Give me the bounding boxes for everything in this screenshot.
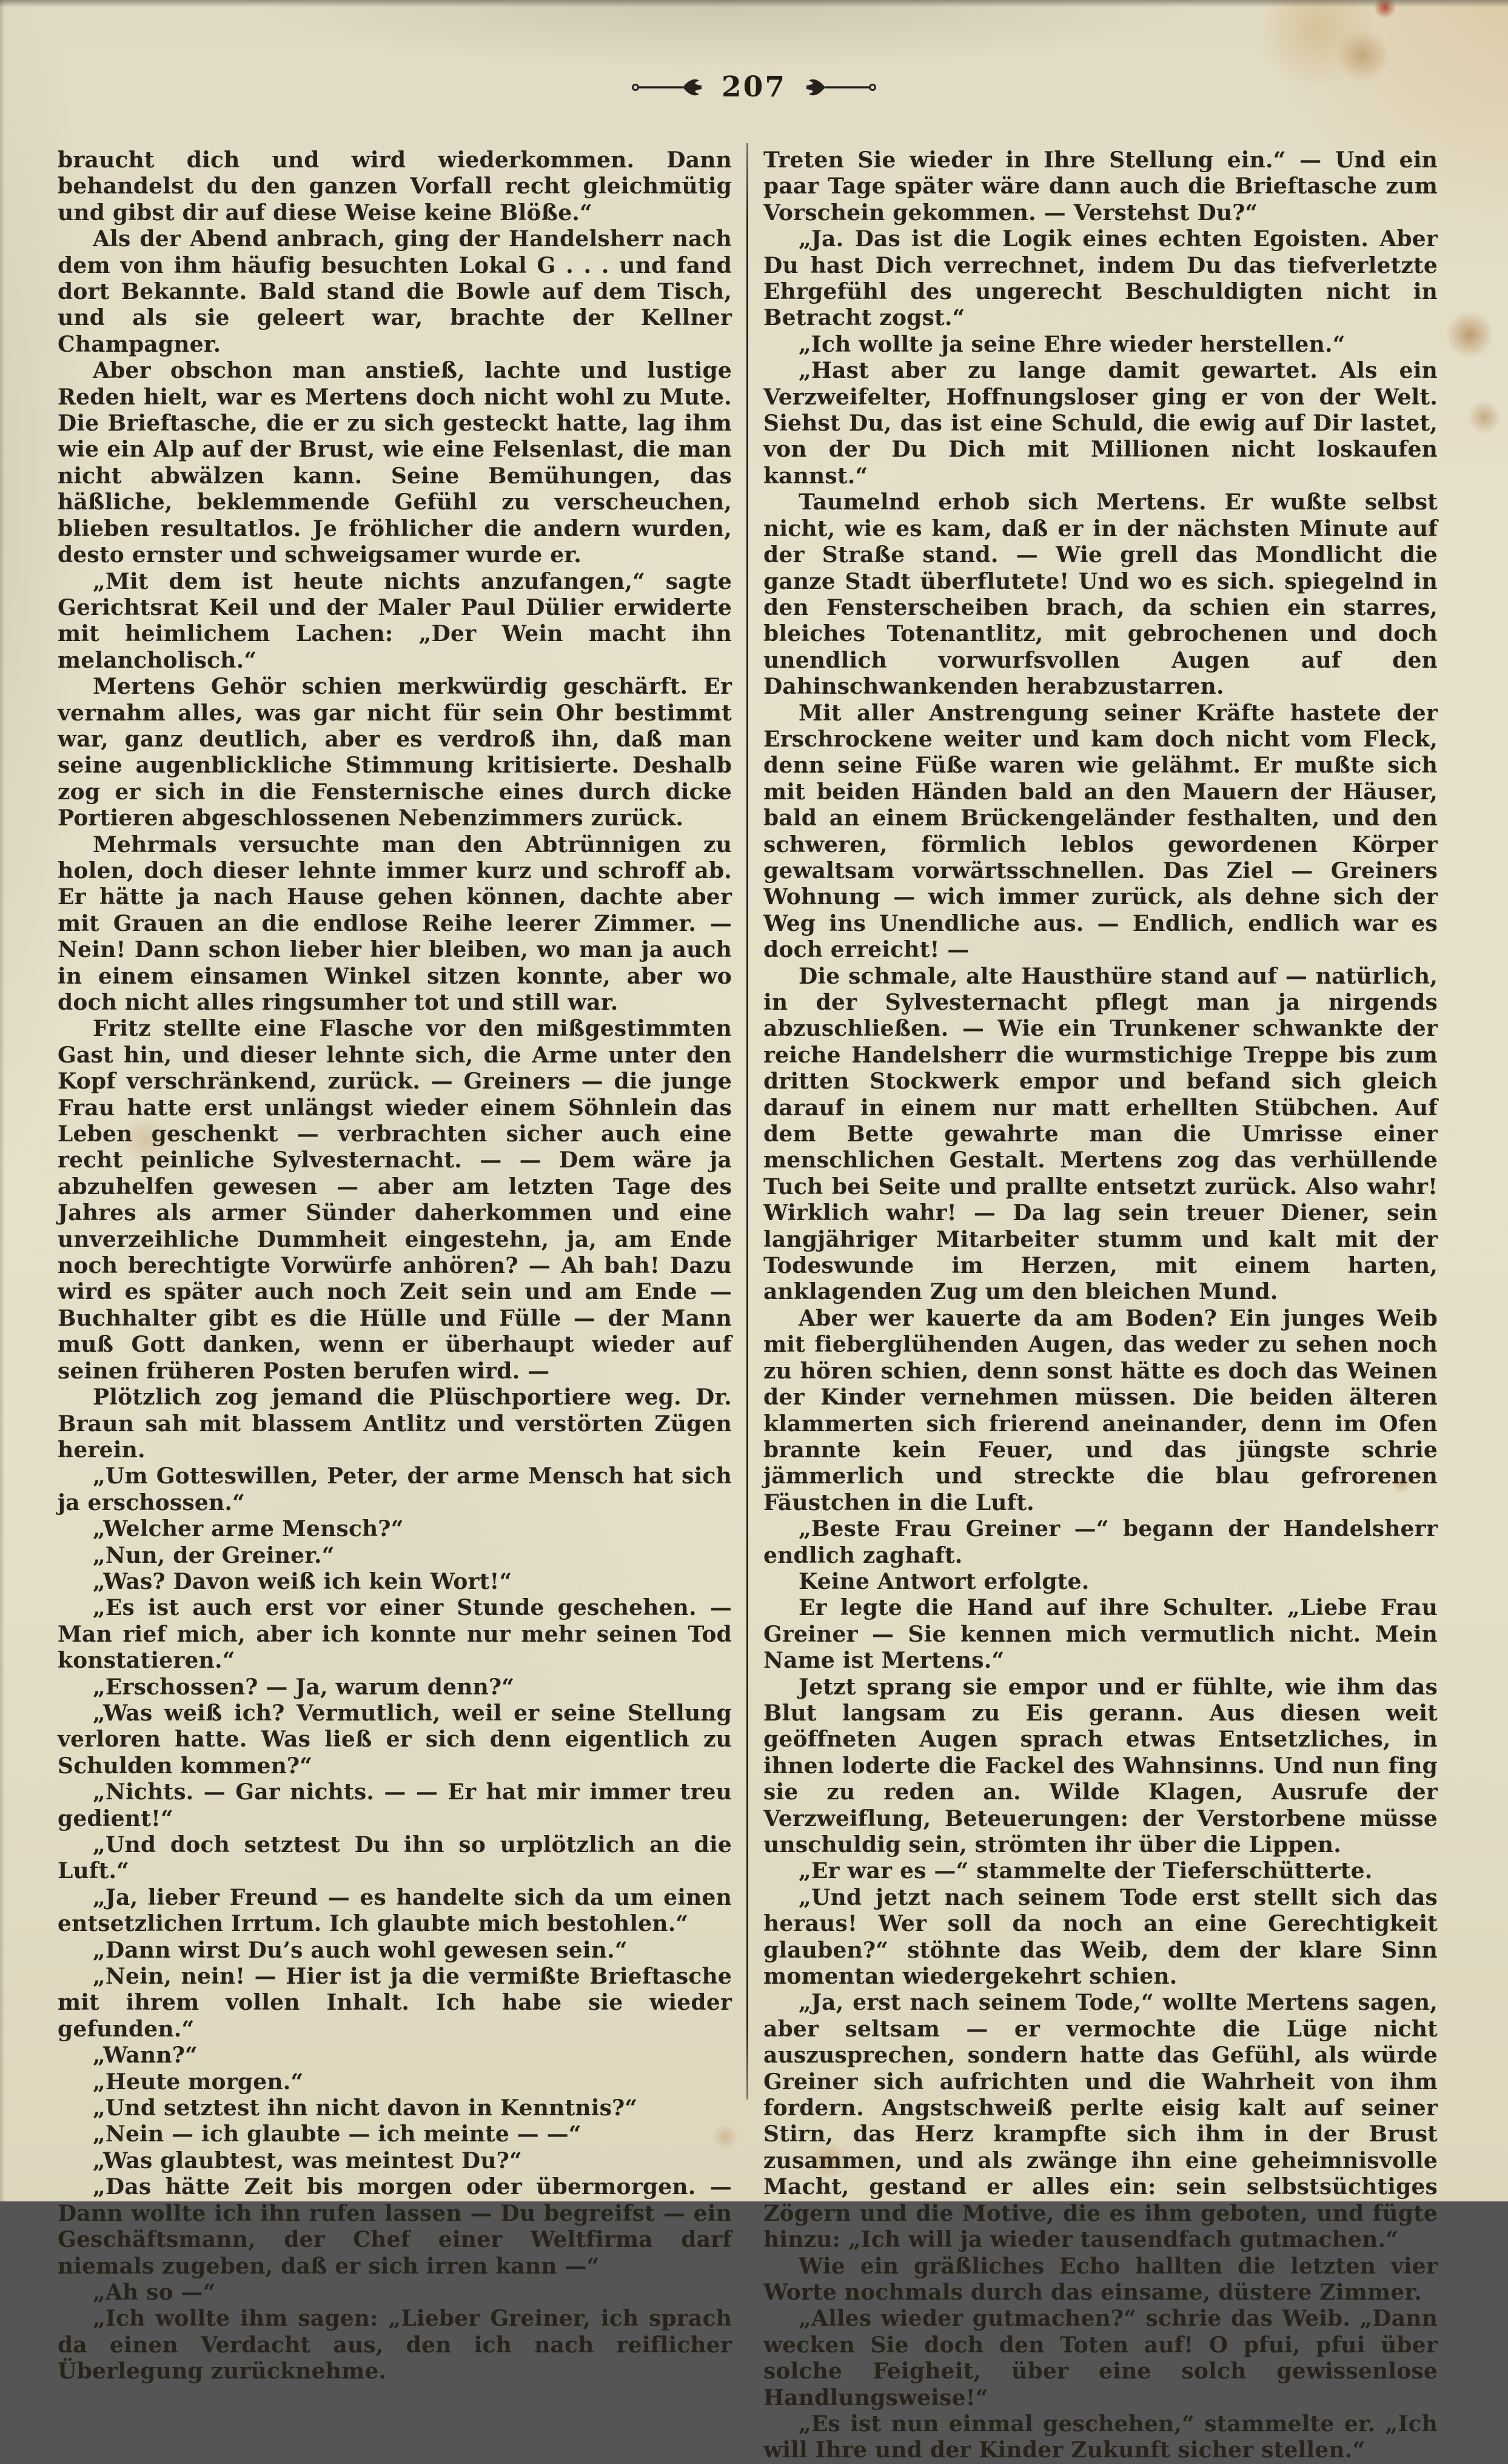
paragraph: braucht dich und wird wiederkommen. Dann behandelst du den ganzen Vorfall recht gleichmütig und gibst dir auf diese Weise keine Blöße.“: [58, 147, 732, 226]
paragraph: „Alles wieder gutmachen?“ schrie das Weib. „Dann wecken Sie doch den Toten auf! O pfui, pfui über solche Feigheit, über eine solch gewissenlose Handlungsweise!“: [763, 2306, 1438, 2411]
paragraph: Fritz stellte eine Flasche vor den mißgestimmten Gast hin, und dieser lehnte sich, die Arme unter den Kopf verschränkend, zurück. — Greiners — die junge Frau hatte erst unlängst wieder einem Söhnlein das Leben geschenkt — verbrachten sicher auch eine recht peinliche Sylvesternacht. — — Dem wäre ja abzuhelfen gewesen — aber am letzten Tage des Jahres als armer Sünder daherkommen und eine unverzeihliche Dummheit eingestehn, ja, am Ende noch berechtigte Vorwürfe anhören? — Ah bah! Dazu wird es später auch noch Zeit sein und am Ende — Buchhalter gibt es die Hülle und Fülle — der Mann muß Gott danken, wenn er überhaupt wieder auf seinen früheren Posten berufen wird. —: [58, 1016, 732, 1384]
paragraph: „Beste Frau Greiner —“ begann der Handelsherr endlich zaghaft.: [763, 1516, 1438, 1568]
paragraph: „Und doch setztest Du ihn so urplötzlich an die Luft.“: [58, 1832, 732, 1884]
paragraph: „Ja. Das ist die Logik eines echten Egoisten. Aber Du hast Dich verrechnet, indem Du das tiefverletzte Ehrgefühl des ungerecht Beschuldigten nicht in Betracht zogst.“: [763, 226, 1438, 331]
arrow-tailpiece-ornament-icon: [631, 77, 703, 98]
paragraph: Er legte die Hand auf ihre Schulter. „Liebe Frau Greiner — Sie kennen mich vermutlich nicht. Mein Name ist Mertens.“: [763, 1595, 1438, 1674]
paragraph: „Es ist auch erst vor einer Stunde geschehen. — Man rief mich, aber ich konnte nur mehr seinen Tod konstatieren.“: [58, 1595, 732, 1674]
paragraph: Plötzlich zog jemand die Plüschportiere weg. Dr. Braun sah mit blassem Antlitz und verstörten Zügen herein.: [58, 1385, 732, 1463]
paragraph: „Ja, lieber Freund — es handelte sich da um einen entsetzlichen Irrtum. Ich glaubte mich bestohlen.“: [58, 1884, 732, 1937]
paragraph: „Es ist nun einmal geschehen,“ stammelte er. „Ich will Ihre und der Kinder Zukunft sicher stellen.“: [763, 2411, 1438, 2463]
paragraph: Mertens Gehör schien merkwürdig geschärft. Er vernahm alles, was gar nicht für sein Ohr bestimmt war, ganz deutlich, aber es verdroß ihn, daß man seine augenblickliche Stimmung kritisierte. Deshalb zog er sich in die Fensternische eines durch dicke Portieren abgeschlossenen Nebenzimmers zurück.: [58, 674, 732, 831]
paragraph: „Dann wirst Du’s auch wohl gewesen sein.“: [93, 1937, 628, 1963]
paragraph: Jetzt sprang sie empor und er fühlte, wie ihm das Blut langsam zu Eis gerann. Aus diesen weit geöffneten Augen sprach etwas Entsetzliches, in ihnen loderte die Fackel des Wahnsinns. Und nun fing sie zu reden an. Wilde Klagen, Ausrufe der Verzweiflung, Beteuerungen: der Verstorbene müsse unschuldig sein, strömten ihr über die Lippen.: [763, 1674, 1438, 1858]
scan-edge-left: [0, 0, 5, 2201]
paragraph: Aber obschon man anstieß, lachte und lustige Reden hielt, war es Mertens doch nicht wohl zu Mute. Die Brieftasche, die er zu sich gesteckt hatte, lag ihm wie ein Alp auf der Brust, wie eine Felsenlast, die man nicht abwälzen kann. Seine Bemühungen, das häßliche, beklemmende Gefühl zu verscheuchen, blieben resultatlos. Je fröhlicher die andern wurden, desto ernster und schweigsamer wurde er.: [58, 358, 732, 568]
paragraph: „Ich wollte ihm sagen: „Lieber Greiner, ich sprach da einen Verdacht aus, den ich nach reiflicher Überlegung zurücknehme.: [58, 2306, 732, 2385]
paragraph: Taumelnd erhob sich Mertens. Er wußte selbst nicht, wie es kam, daß er in der nächsten Minute auf der Straße stand. — Wie grell das Mondlicht die ganze Stadt überflutete! Und wo es sich. spiegelnd in den Fensterscheiben brach, da schien ein starres, bleiches Totenantlitz, mit gebrochenen und doch unendlich vorwurfsvollen Augen auf den Dahinschwankenden herabzustarren.: [763, 489, 1438, 700]
right-text-column: [763, 147, 1438, 2464]
paragraph: „Ja, erst nach seinem Tode,“ wollte Mertens sagen, aber seltsam — er vermochte die Lüge nicht auszusprechen, sondern hatte das Gefühl, als würde Greiner sich aufrichten und die Wahrheit von ihm fordern. Angstschweiß perlte eisig kalt auf seiner Stirn, das Herz krampfte sich ihm in der Brust zusammen, und als zwänge ihn eine geheimnisvolle Macht, gestand er alles ein: sein selbstsüchtiges Zögern und die Motive, die es ihm geboten, und fügte hinzu: „Ich will ja wieder tausendfach gutmachen.“: [763, 1990, 1438, 2253]
left-text-column: [58, 147, 732, 2385]
paragraph: „Das hätte Zeit bis morgen oder übermorgen. — Dann wollte ich ihn rufen lassen — Du begreifst — ein Geschäftsmann, der Chef einer Weltfirma darf niemals zugeben, daß er sich irren kann —“: [58, 2174, 732, 2279]
column-divider-rule: [746, 143, 748, 2100]
paragraph: „Nun, der Greiner.“: [93, 1542, 335, 1568]
paragraph: „Heute morgen.“: [93, 2069, 304, 2095]
paragraph: „Wann?“: [93, 2043, 198, 2069]
scan-edge-top: [0, 0, 1508, 7]
paragraph: „Er war es —“ stammelte der Tieferschütterte.: [799, 1858, 1373, 1884]
paragraph: „Ich wollte ja seine Ehre wieder herstellen.“: [799, 331, 1345, 357]
paragraph: „Hast aber zu lange damit gewartet. Als ein Verzweifelter, Hoffnungsloser ging er von der Welt. Siehst Du, das ist eine Schuld, die ewig auf Dir lastet, von der Du Dich mit Millionen nicht loskaufen kannst.“: [763, 358, 1438, 489]
paragraph: „Nichts. — Gar nichts. — — Er hat mir immer treu gedient!“: [58, 1779, 732, 1831]
paragraph: „Welcher arme Mensch?“: [93, 1516, 404, 1542]
paragraph: Keine Antwort erfolgte.: [799, 1568, 1090, 1594]
paragraph: „Und setztest ihn nicht davon in Kenntnis?“: [93, 2095, 638, 2121]
paragraph: Mit aller Anstrengung seiner Kräfte hastete der Erschrockene weiter und kam doch nicht vom Fleck, denn seine Füße waren wie gelähmt. Er mußte sich mit beiden Händen bald an den Mauern der Häuser, bald an einem Brückengeländer festhalten, und den schweren, förmlich leblos gewordenen Körper gewaltsam vorwärtsschnellen. Das Ziel — Greiners Wohnung — wich immer zurück, als dehne sich der Weg ins Unendliche aus. — Endlich, endlich war es doch erreicht! —: [763, 700, 1438, 963]
page-header: [0, 70, 1508, 104]
paragraph: „Nein, nein! — Hier ist ja die vermißte Brieftasche mit ihrem vollen Inhalt. Ich habe sie wieder gefunden.“: [58, 1964, 732, 2042]
page-number: 207: [721, 70, 787, 104]
paragraph: Als der Abend anbrach, ging der Handelsherr nach dem von ihm häufig besuchten Lokal G . . . und fand dort Bekannte. Bald stand die Bowle auf dem Tisch, und als sie geleert war, brachte der Kellner Champagner.: [58, 226, 732, 357]
paragraph: „Was glaubtest, was meintest Du?“: [93, 2147, 522, 2174]
paragraph: „Was weiß ich? Vermutlich, weil er seine Stellung verloren hatte. Was ließ er sich denn eigentlich zu Schulden kommen?“: [58, 1700, 732, 1779]
paragraph: „Nein — ich glaubte — ich meinte — —“: [93, 2121, 581, 2147]
paragraph: „Und jetzt nach seinem Tode erst stellt sich das heraus! Wer soll da noch an eine Gerechtigkeit glauben?“ stöhnte das Weib, dem der klare Sinn momentan wiedergekehrt schien.: [763, 1884, 1438, 1990]
paragraph: Treten Sie wieder in Ihre Stellung ein.“ — Und ein paar Tage später wäre dann auch die Brieftasche zum Vorschein gekommen. — Verstehst Du?“: [763, 147, 1438, 226]
paragraph: Aber wer kauerte da am Boden? Ein junges Weib mit fieberglühenden Augen, das weder zu sehen noch zu hören schien, denn sonst hätte es doch das Weinen der Kinder vernehmen müssen. Die beiden älteren klammerten sich frierend aneinander, denn im Ofen brannte kein Feuer, und das jüngste schrie jämmerlich und streckte die blau gefrorenen Fäustchen in die Luft.: [763, 1305, 1438, 1516]
paragraph: „Mit dem ist heute nichts anzufangen,“ sagte Gerichtsrat Keil und der Maler Paul Dülier erwiderte mit heimlichem Lachen: „Der Wein macht ihn melancholisch.“: [58, 568, 732, 673]
paragraph: Mehrmals versuchte man den Abtrünnigen zu holen, doch dieser lehnte immer kurz und schroff ab. Er hätte ja nach Hause gehen können, dachte aber mit Grauen an die endlose Reihe leerer Zimmer. — Nein! Dann schon lieber hier bleiben, wo man ja auch in einem einsamen Winkel sitzen konnte, aber wo doch nicht alles ringsumher tot und still war.: [58, 831, 732, 1015]
paragraph: „Was? Davon weiß ich kein Wort!“: [93, 1568, 512, 1594]
paragraph: Die schmale, alte Hausthüre stand auf — natürlich, in der Sylvesternacht pflegt man ja nirgends abzuschließen. — Wie ein Trunkener schwankte der reiche Handelsherr die wurmstichige Treppe bis zum dritten Stockwerk empor und befand sich gleich darauf in einem nur matt erhellten Stübchen. Auf dem Bette gewahrte man die Umrisse einer menschlichen Gestalt. Mertens zog das verhüllende Tuch bei Seite und prallte entsetzt zurück. Also wahr! Wirklich wahr! — Da lag sein treuer Diener, sein langjähriger Mitarbeiter stumm und kalt mit der Todeswunde im Herzen, mit einem harten, anklagenden Zug um den bleichen Mund.: [763, 963, 1438, 1305]
paragraph: „Um Gotteswillen, Peter, der arme Mensch hat sich ja erschossen.“: [58, 1463, 732, 1516]
paragraph: „Ah so —“: [93, 2279, 216, 2305]
arrow-tailpiece-ornament-icon: [805, 77, 877, 98]
paragraph: „Erschossen? — Ja, warum denn?“: [93, 1674, 515, 1700]
paragraph: Wie ein gräßliches Echo hallten die letzten vier Worte nochmals durch das einsame, düstere Zimmer.: [763, 2253, 1438, 2305]
